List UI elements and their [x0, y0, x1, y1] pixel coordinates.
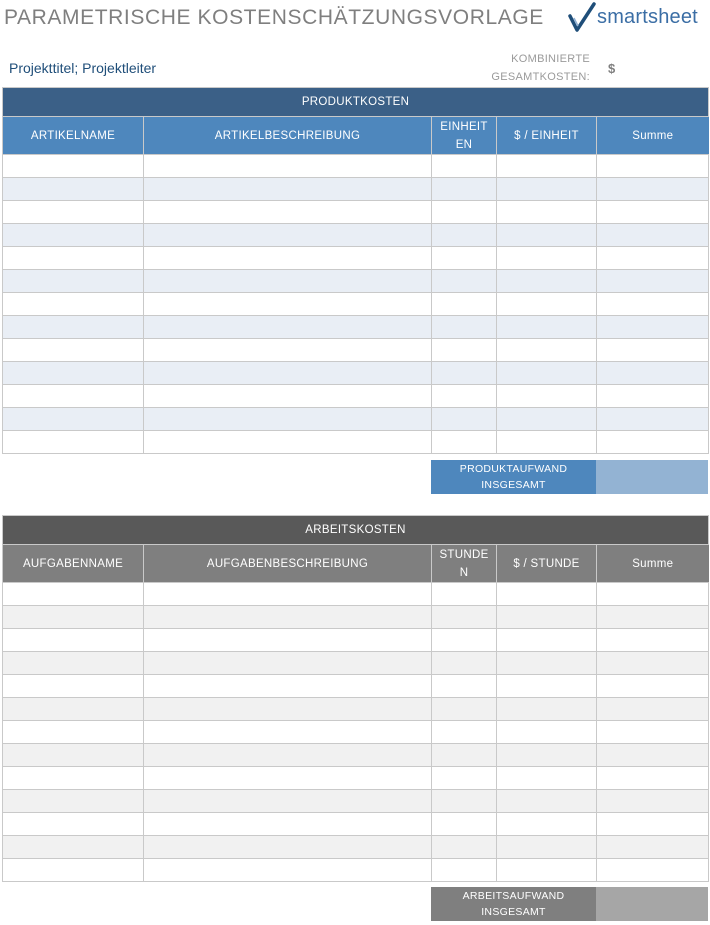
table-cell[interactable] — [497, 652, 597, 675]
product-total-label — [431, 460, 596, 494]
table-cell[interactable] — [3, 698, 144, 721]
labor-total-value[interactable] — [596, 887, 708, 921]
table-cell[interactable] — [432, 652, 497, 675]
table-row — [3, 339, 709, 362]
table-cell[interactable] — [3, 178, 144, 201]
labor-section-title: ARBEITSKOSTEN — [3, 516, 709, 545]
table-cell[interactable] — [497, 339, 597, 362]
table-cell[interactable] — [3, 247, 144, 270]
table-cell[interactable] — [144, 224, 432, 247]
table-cell[interactable] — [144, 316, 432, 339]
table-cell[interactable] — [3, 813, 144, 836]
table-cell[interactable] — [497, 698, 597, 721]
table-row — [3, 431, 709, 454]
table-cell[interactable] — [597, 270, 709, 293]
table-cell[interactable] — [597, 652, 709, 675]
table-cell[interactable] — [3, 155, 144, 178]
product-total-value[interactable] — [596, 460, 708, 494]
table-cell[interactable] — [597, 362, 709, 385]
table-cell[interactable] — [432, 339, 497, 362]
column-header-hours — [432, 545, 497, 583]
table-row — [3, 836, 709, 859]
table-cell[interactable] — [597, 583, 709, 606]
table-cell[interactable] — [497, 675, 597, 698]
column-header-task-name: AUFGABENNAME — [3, 545, 144, 583]
table-cell[interactable] — [497, 316, 597, 339]
table-cell[interactable] — [497, 836, 597, 859]
table-cell[interactable] — [432, 178, 497, 201]
table-cell[interactable] — [3, 362, 144, 385]
table-cell[interactable] — [3, 790, 144, 813]
table-cell[interactable] — [497, 629, 597, 652]
table-cell[interactable] — [3, 721, 144, 744]
table-cell[interactable] — [597, 675, 709, 698]
page-title: PARAMETRISCHE KOSTENSCHÄTZUNGSVORLAGE — [4, 6, 544, 29]
table-cell[interactable] — [3, 859, 144, 882]
table-cell[interactable] — [597, 813, 709, 836]
column-header-units-line1: EINHEIT EN — [440, 120, 488, 151]
table-row — [3, 859, 709, 882]
table-cell[interactable] — [144, 813, 432, 836]
table-cell[interactable] — [597, 247, 709, 270]
table-cell[interactable] — [497, 362, 597, 385]
table-cell[interactable] — [144, 767, 432, 790]
product-total-label-line1: PRODUKTAUFWAND — [459, 463, 568, 475]
table-cell[interactable] — [432, 813, 497, 836]
project-title-field[interactable]: Projekttitel; Projektleiter — [9, 60, 157, 76]
column-header-item-name: ARTIKELNAME — [3, 117, 144, 155]
table-cell[interactable] — [3, 606, 144, 629]
table-row — [3, 385, 709, 408]
table-cell[interactable] — [432, 224, 497, 247]
table-row — [3, 224, 709, 247]
table-cell[interactable] — [497, 859, 597, 882]
table-row — [3, 293, 709, 316]
table-cell[interactable] — [3, 767, 144, 790]
table-row — [3, 744, 709, 767]
table-row — [3, 201, 709, 224]
table-cell[interactable] — [497, 201, 597, 224]
table-row — [3, 767, 709, 790]
table-cell[interactable] — [597, 721, 709, 744]
table-cell[interactable] — [144, 385, 432, 408]
table-cell[interactable] — [597, 836, 709, 859]
table-cell[interactable] — [432, 721, 497, 744]
table-row — [3, 606, 709, 629]
column-header-hours-text: STUNDE N — [439, 548, 489, 579]
table-cell[interactable] — [144, 675, 432, 698]
table-row — [3, 790, 709, 813]
table-cell[interactable] — [144, 859, 432, 882]
table-cell[interactable] — [597, 859, 709, 882]
combined-total-label — [470, 50, 590, 86]
table-cell[interactable] — [144, 698, 432, 721]
table-cell[interactable] — [597, 606, 709, 629]
table-cell[interactable] — [432, 362, 497, 385]
table-cell[interactable] — [3, 431, 144, 454]
table-cell[interactable] — [497, 247, 597, 270]
table-row — [3, 247, 709, 270]
table-cell[interactable] — [144, 201, 432, 224]
table-cell[interactable] — [497, 155, 597, 178]
labor-total-label-line1: ARBEITSAUFWAND — [462, 890, 565, 902]
column-header-item-description: ARTIKELBESCHREIBUNG — [144, 117, 432, 155]
table-cell[interactable] — [432, 629, 497, 652]
table-cell[interactable] — [432, 385, 497, 408]
table-cell[interactable] — [497, 270, 597, 293]
table-cell[interactable] — [497, 385, 597, 408]
table-cell[interactable] — [432, 408, 497, 431]
table-cell[interactable] — [597, 339, 709, 362]
table-cell[interactable] — [3, 836, 144, 859]
table-cell[interactable] — [432, 606, 497, 629]
product-total-label-line2: INSGESAMT — [481, 479, 546, 491]
table-cell[interactable] — [597, 201, 709, 224]
table-cell[interactable] — [144, 408, 432, 431]
table-cell[interactable] — [144, 247, 432, 270]
table-cell[interactable] — [432, 790, 497, 813]
table-cell[interactable] — [497, 408, 597, 431]
column-header-units — [432, 117, 497, 155]
table-cell[interactable] — [497, 767, 597, 790]
table-row — [3, 675, 709, 698]
table-cell[interactable] — [497, 744, 597, 767]
table-cell[interactable] — [597, 178, 709, 201]
labor-total-label-line2: INSGESAMT — [481, 906, 546, 918]
table-cell[interactable] — [432, 744, 497, 767]
table-cell[interactable] — [144, 790, 432, 813]
table-row — [3, 583, 709, 606]
table-cell[interactable] — [497, 224, 597, 247]
table-cell[interactable] — [432, 583, 497, 606]
table-cell[interactable] — [144, 744, 432, 767]
table-cell[interactable] — [3, 583, 144, 606]
table-cell[interactable] — [432, 155, 497, 178]
table-cell[interactable] — [3, 316, 144, 339]
table-cell[interactable] — [3, 293, 144, 316]
logo-text: smartsheet — [597, 6, 698, 28]
table-cell[interactable] — [3, 629, 144, 652]
table-cell[interactable] — [3, 224, 144, 247]
table-cell[interactable] — [3, 408, 144, 431]
table-cell[interactable] — [432, 293, 497, 316]
table-cell[interactable] — [432, 767, 497, 790]
table-cell[interactable] — [497, 721, 597, 744]
labor-costs-table — [2, 515, 709, 882]
column-header-price-per-unit: $ / EINHEIT — [497, 117, 597, 155]
table-cell[interactable] — [3, 339, 144, 362]
table-cell[interactable] — [432, 270, 497, 293]
table-cell[interactable] — [597, 293, 709, 316]
table-cell[interactable] — [3, 385, 144, 408]
table-cell[interactable] — [597, 385, 709, 408]
table-row — [3, 270, 709, 293]
table-cell[interactable] — [497, 813, 597, 836]
table-cell[interactable] — [597, 316, 709, 339]
table-cell[interactable] — [597, 790, 709, 813]
table-cell[interactable] — [432, 698, 497, 721]
combined-total-value[interactable]: $ — [608, 61, 616, 76]
table-row — [3, 652, 709, 675]
table-cell[interactable] — [597, 224, 709, 247]
table-cell[interactable] — [3, 652, 144, 675]
table-cell[interactable] — [497, 178, 597, 201]
table-cell[interactable] — [3, 201, 144, 224]
labor-total-label — [431, 887, 596, 921]
table-cell[interactable] — [144, 583, 432, 606]
column-header-sum: Summe — [597, 117, 709, 155]
table-cell[interactable] — [432, 247, 497, 270]
table-cell[interactable] — [432, 859, 497, 882]
table-cell[interactable] — [144, 362, 432, 385]
product-costs-table — [2, 87, 709, 454]
table-cell[interactable] — [144, 178, 432, 201]
column-header-price-per-hour: $ / STUNDE — [497, 545, 597, 583]
combined-total-label-line1: KOMBINIERTE — [511, 53, 590, 65]
table-cell[interactable] — [497, 583, 597, 606]
table-cell[interactable] — [497, 606, 597, 629]
table-cell[interactable] — [3, 675, 144, 698]
table-cell[interactable] — [432, 316, 497, 339]
table-cell[interactable] — [597, 698, 709, 721]
table-cell[interactable] — [597, 408, 709, 431]
table-row — [3, 362, 709, 385]
table-cell[interactable] — [144, 431, 432, 454]
table-cell[interactable] — [497, 431, 597, 454]
table-cell[interactable] — [144, 629, 432, 652]
table-cell[interactable] — [597, 155, 709, 178]
table-cell[interactable] — [144, 606, 432, 629]
table-row — [3, 698, 709, 721]
smartsheet-logo — [568, 2, 708, 36]
table-cell[interactable] — [3, 270, 144, 293]
table-row — [3, 629, 709, 652]
column-header-labor-sum: Summe — [597, 545, 709, 583]
table-cell[interactable] — [144, 652, 432, 675]
table-row — [3, 721, 709, 744]
table-row — [3, 408, 709, 431]
column-header-task-description: AUFGABENBESCHREIBUNG — [144, 545, 432, 583]
table-row — [3, 813, 709, 836]
table-cell[interactable] — [597, 767, 709, 790]
table-cell[interactable] — [597, 431, 709, 454]
table-cell[interactable] — [3, 744, 144, 767]
table-cell[interactable] — [497, 790, 597, 813]
table-cell[interactable] — [432, 836, 497, 859]
table-cell[interactable] — [144, 721, 432, 744]
table-cell[interactable] — [144, 339, 432, 362]
table-cell[interactable] — [144, 155, 432, 178]
table-row — [3, 155, 709, 178]
table-cell[interactable] — [432, 431, 497, 454]
table-row — [3, 316, 709, 339]
table-cell[interactable] — [597, 744, 709, 767]
table-row — [3, 178, 709, 201]
table-cell[interactable] — [597, 629, 709, 652]
table-cell[interactable] — [144, 270, 432, 293]
checkmark-icon — [568, 2, 596, 34]
table-cell[interactable] — [497, 293, 597, 316]
combined-total-label-line2: GESAMTKOSTEN: — [491, 71, 590, 83]
product-section-title: PRODUKTKOSTEN — [3, 88, 709, 117]
table-cell[interactable] — [144, 293, 432, 316]
table-cell[interactable] — [432, 201, 497, 224]
table-cell[interactable] — [144, 836, 432, 859]
table-cell[interactable] — [432, 675, 497, 698]
